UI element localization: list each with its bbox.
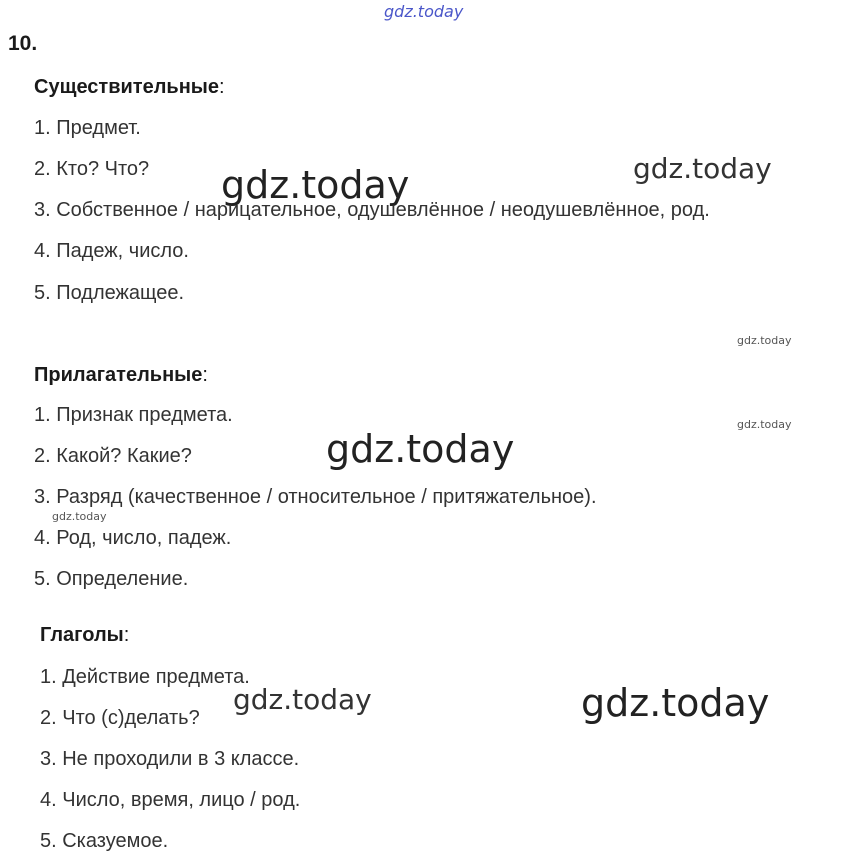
heading-colon: : xyxy=(123,624,130,646)
watermark: gdz.today xyxy=(52,510,107,523)
list-item: 5. Сказуемое. xyxy=(40,830,169,852)
list-item: 2. Что (с)делать? xyxy=(40,707,200,729)
watermark: gdz.today xyxy=(737,418,792,431)
list-item: 3. Не проходили в 3 классе. xyxy=(40,748,300,770)
watermark: gdz.today xyxy=(581,681,770,725)
list-item: 1. Действие предмета. xyxy=(40,666,250,688)
watermark: gdz.today xyxy=(326,427,515,471)
list-item: 2. Кто? Что? xyxy=(34,158,150,180)
watermark: gdz.today xyxy=(221,163,410,207)
heading-text: Прилагательные xyxy=(34,364,203,386)
list-item: 3. Разряд (качественное / относительное / притяжательное). xyxy=(34,486,597,508)
list-item: 4. Род, число, падеж. xyxy=(34,527,232,549)
list-item: 1. Признак предмета. xyxy=(34,404,233,426)
list-item: 2. Какой? Какие? xyxy=(34,445,192,467)
section-heading-nouns xyxy=(34,76,225,99)
heading-text: Существительные xyxy=(34,76,220,98)
section-heading-adjectives xyxy=(34,364,208,387)
task-number: 10. xyxy=(8,32,38,55)
list-item: 4. Падеж, число. xyxy=(34,240,189,262)
list-item: 4. Число, время, лицо / род. xyxy=(40,789,301,811)
heading-colon: : xyxy=(219,76,225,98)
list-item: 5. Определение. xyxy=(34,568,189,590)
heading-text: Глаголы xyxy=(40,624,124,646)
list-item: 1. Предмет. xyxy=(34,117,141,139)
section-heading-verbs xyxy=(40,624,129,647)
watermark-top: gdz.today xyxy=(384,2,464,21)
list-item: 5. Подлежащее. xyxy=(34,282,185,304)
watermark: gdz.today xyxy=(633,152,772,185)
watermark: gdz.today xyxy=(737,334,792,347)
heading-colon: : xyxy=(202,364,208,386)
list-item: 3. Собственное / нарицательное, одушевлённое / неодушевлённое, род. xyxy=(34,199,710,221)
watermark: gdz.today xyxy=(233,683,372,716)
